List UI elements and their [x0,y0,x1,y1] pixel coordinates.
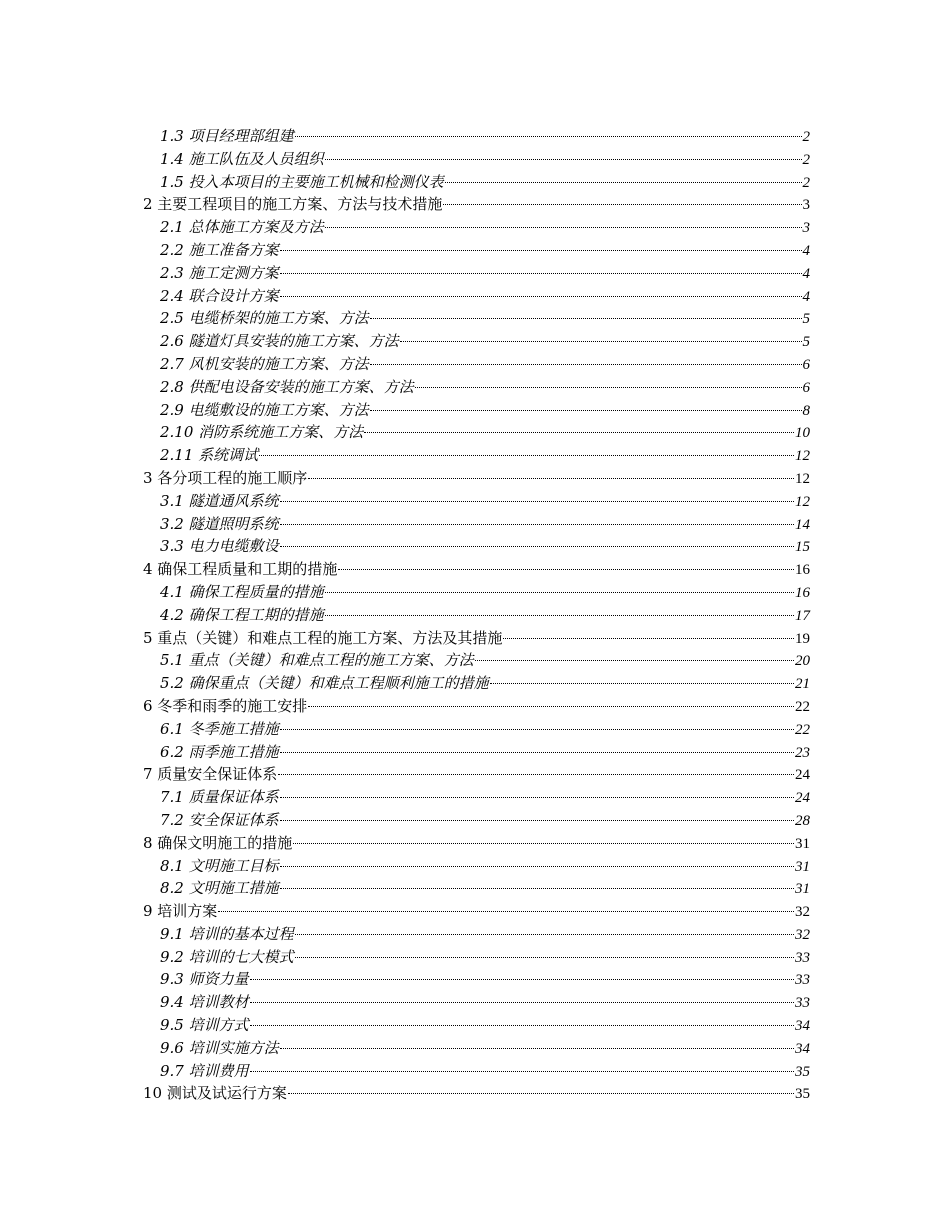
toc-section-entry[interactable] [143,376,810,399]
toc-section-entry[interactable] [143,330,810,353]
toc-page-number: 4 [802,242,810,259]
toc-page-number: 31 [795,835,810,852]
toc-dot-leader [280,797,794,798]
toc-entry-title: 8.1 文明施工目标 [160,856,279,875]
toc-section-entry[interactable] [143,809,810,832]
toc-entry-title: 4.1 确保工程质量的措施 [160,582,324,601]
toc-page-number: 33 [795,972,810,989]
toc-dot-leader [308,706,794,707]
toc-chapter-entry[interactable] [143,695,810,718]
toc-dot-leader [259,455,794,456]
toc-dot-leader [288,1093,794,1094]
toc-section-entry[interactable] [143,399,810,422]
toc-section-entry[interactable] [143,968,810,991]
toc-page-number: 6 [802,379,810,396]
toc-dot-leader [503,638,794,639]
toc-entry-title: 6.2 雨季施工措施 [160,742,279,761]
toc-section-entry[interactable] [143,535,810,558]
toc-section-entry[interactable] [143,649,810,672]
toc-page-number: 2 [802,174,810,191]
toc-page-number: 12 [795,470,810,487]
toc-section-entry[interactable] [143,490,810,513]
toc-chapter-entry[interactable] [143,900,810,923]
toc-entry-title: 7.2 安全保证体系 [160,810,279,829]
toc-page-number: 8 [802,402,810,419]
toc-page-number: 22 [795,721,810,738]
toc-dot-leader [250,979,794,980]
toc-page-number: 33 [795,949,810,966]
toc-entry-title: 9 培训方案 [143,902,218,921]
toc-dot-leader [364,432,794,433]
toc-page-number: 15 [795,539,810,556]
toc-dot-leader [280,546,794,547]
toc-section-entry[interactable] [143,855,810,878]
toc-entry-title: 2.1 总体施工方案及方法 [160,218,324,237]
toc-entry-title: 2.5 电缆桥架的施工方案、方法 [160,309,369,328]
toc-chapter-entry[interactable] [143,193,810,216]
toc-section-entry[interactable] [143,581,810,604]
toc-entry-title: 5 重点（关键）和难点工程的施工方案、方法及其措施 [143,628,503,647]
toc-dot-leader [280,1048,794,1049]
toc-section-entry[interactable] [143,353,810,376]
toc-page-number: 28 [795,812,810,829]
toc-entry-title: 5.1 重点（关键）和难点工程的施工方案、方法 [160,651,474,670]
toc-chapter-entry[interactable] [143,1082,810,1105]
toc-dot-leader [280,273,802,274]
toc-entry-title: 9.6 培训实施方法 [160,1038,279,1057]
toc-entry-title: 1.3 项目经理部组建 [160,127,294,145]
toc-dot-leader [278,774,794,775]
toc-dot-leader [415,387,802,388]
toc-entry-title: 2 主要工程项目的施工方案、方法与技术措施 [143,195,443,214]
toc-entry-title: 4 确保工程质量和工期的措施 [143,560,338,579]
toc-dot-leader [325,159,802,160]
toc-section-entry[interactable] [143,125,810,148]
table-of-contents [143,125,810,1105]
toc-page-number: 4 [802,288,810,305]
toc-dot-leader [295,957,794,958]
toc-page-number: 24 [795,767,810,784]
toc-section-entry[interactable] [143,1014,810,1037]
toc-page-number: 17 [795,607,810,624]
toc-page-number: 35 [795,1063,810,1080]
toc-page-number: 4 [802,265,810,282]
toc-page-number: 32 [795,926,810,943]
toc-section-entry[interactable] [143,991,810,1014]
toc-dot-leader [280,729,794,730]
toc-page-number: 34 [795,1040,810,1057]
toc-entry-title: 9.5 培训方式 [160,1016,249,1035]
toc-dot-leader [295,136,802,137]
toc-dot-leader [370,364,802,365]
toc-entry-title: 7 质量安全保证体系 [143,765,278,784]
toc-dot-leader [250,1071,794,1072]
toc-dot-leader [443,204,801,205]
toc-section-entry[interactable] [143,604,810,627]
toc-section-entry[interactable] [143,786,810,809]
toc-entry-title: 8 确保文明施工的措施 [143,833,293,852]
toc-entry-title: 2.3 施工定测方案 [160,263,279,282]
toc-section-entry[interactable] [143,672,810,695]
toc-section-entry[interactable] [143,513,810,536]
toc-page-number: 3 [802,220,810,237]
toc-entry-title: 1.4 施工队伍及人员组织 [160,149,324,168]
toc-dot-leader [370,318,802,319]
toc-page-number: 34 [795,1018,810,1035]
toc-dot-leader [250,1002,794,1003]
toc-page-number: 24 [795,790,810,807]
toc-entry-title: 3.1 隧道通风系统 [160,491,279,510]
toc-section-entry[interactable] [143,148,810,171]
toc-entry-title: 9.7 培训费用 [160,1061,249,1080]
toc-section-entry[interactable] [143,216,810,239]
toc-dot-leader [280,296,802,297]
toc-section-entry[interactable] [143,262,810,285]
toc-dot-leader [280,866,794,867]
toc-entry-title: 2.9 电缆敷设的施工方案、方法 [160,400,369,419]
toc-entry-title: 6 冬季和雨季的施工安排 [143,696,308,715]
toc-page-number: 2 [802,151,810,168]
toc-page-number: 21 [795,676,810,693]
toc-entry-title: 2.4 联合设计方案 [160,286,279,305]
toc-entry-title: 2.7 风机安装的施工方案、方法 [160,354,369,373]
toc-entry-title: 9.4 培训教材 [160,993,249,1012]
toc-dot-leader [475,660,794,661]
toc-dot-leader [280,820,794,821]
toc-dot-leader [293,843,794,844]
toc-page-number: 31 [795,881,810,898]
toc-page-number: 32 [795,904,810,921]
toc-section-entry[interactable] [143,718,810,741]
toc-page-number: 2 [802,129,810,145]
toc-dot-leader [280,888,794,889]
toc-page-number: 10 [795,425,810,442]
toc-page-number: 19 [795,630,810,647]
toc-entry-title: 3.2 隧道照明系统 [160,514,279,533]
toc-entry-title: 2.11 系统调试 [160,446,259,465]
toc-dot-leader [250,1025,794,1026]
toc-section-entry[interactable] [143,171,810,194]
toc-dot-leader [218,911,794,912]
toc-chapter-entry[interactable] [143,558,810,581]
toc-dot-leader [280,501,794,502]
toc-page-number: 5 [802,311,810,328]
toc-page-number: 16 [795,562,810,579]
toc-section-entry[interactable] [143,741,810,764]
toc-page-number: 31 [795,858,810,875]
toc-entry-title: 6.1 冬季施工措施 [160,719,279,738]
toc-page-number: 12 [795,493,810,510]
toc-page-number: 6 [802,356,810,373]
toc-entry-title: 2.10 消防系统施工方案、方法 [160,423,364,442]
toc-entry-title: 3 各分项工程的施工顺序 [143,468,308,487]
toc-section-entry[interactable] [143,923,810,946]
toc-dot-leader [400,341,802,342]
toc-section-entry[interactable] [143,877,810,900]
toc-entry-title: 2.8 供配电设备安装的施工方案、方法 [160,377,414,396]
toc-page-number: 33 [795,995,810,1012]
toc-entry-title: 1.5 投入本项目的主要施工机械和检测仪表 [160,172,444,191]
toc-entry-title: 9.3 师资力量 [160,970,249,989]
toc-entry-title: 8.2 文明施工措施 [160,879,279,898]
toc-entry-title: 9.2 培训的七大模式 [160,947,294,966]
toc-entry-title: 3.3 电力电缆敷设 [160,537,279,556]
toc-entry-title: 4.2 确保工程工期的措施 [160,605,324,624]
toc-dot-leader [280,250,802,251]
toc-entry-title: 9.1 培训的基本过程 [160,924,294,943]
toc-dot-leader [325,227,802,228]
toc-chapter-entry[interactable] [143,832,810,855]
toc-dot-leader [308,478,794,479]
toc-section-entry[interactable] [143,421,810,444]
toc-page-number: 20 [795,653,810,670]
toc-page-number: 23 [795,744,810,761]
toc-dot-leader [325,615,794,616]
toc-entry-title: 2.6 隧道灯具安装的施工方案、方法 [160,332,399,351]
toc-chapter-entry[interactable] [143,467,810,490]
toc-page-number: 22 [795,698,810,715]
toc-page-number: 12 [795,448,810,465]
toc-entry-title: 2.2 施工准备方案 [160,240,279,259]
toc-chapter-entry[interactable] [143,627,810,650]
toc-entry-title: 5.2 确保重点（关键）和难点工程顺利施工的措施 [160,674,489,693]
toc-section-entry[interactable] [143,444,810,467]
toc-dot-leader [280,752,794,753]
toc-dot-leader [445,182,802,183]
toc-section-entry[interactable] [143,1060,810,1083]
toc-chapter-entry[interactable] [143,763,810,786]
toc-dot-leader [338,569,794,570]
toc-dot-leader [280,524,794,525]
toc-dot-leader [325,592,794,593]
toc-section-entry[interactable] [143,946,810,969]
toc-entry-title: 7.1 质量保证体系 [160,788,279,807]
toc-entry-title: 10 测试及试运行方案 [143,1084,287,1103]
toc-dot-leader [490,683,794,684]
toc-section-entry[interactable] [143,239,810,262]
toc-dot-leader [295,934,794,935]
toc-page-number: 16 [795,584,810,601]
toc-section-entry[interactable] [143,285,810,308]
toc-page-number: 14 [795,516,810,533]
toc-section-entry[interactable] [143,307,810,330]
toc-section-entry[interactable] [143,1037,810,1060]
toc-page-number: 3 [802,197,810,214]
toc-page-number: 35 [795,1086,810,1103]
toc-dot-leader [370,410,802,411]
toc-page-number: 5 [802,334,810,351]
